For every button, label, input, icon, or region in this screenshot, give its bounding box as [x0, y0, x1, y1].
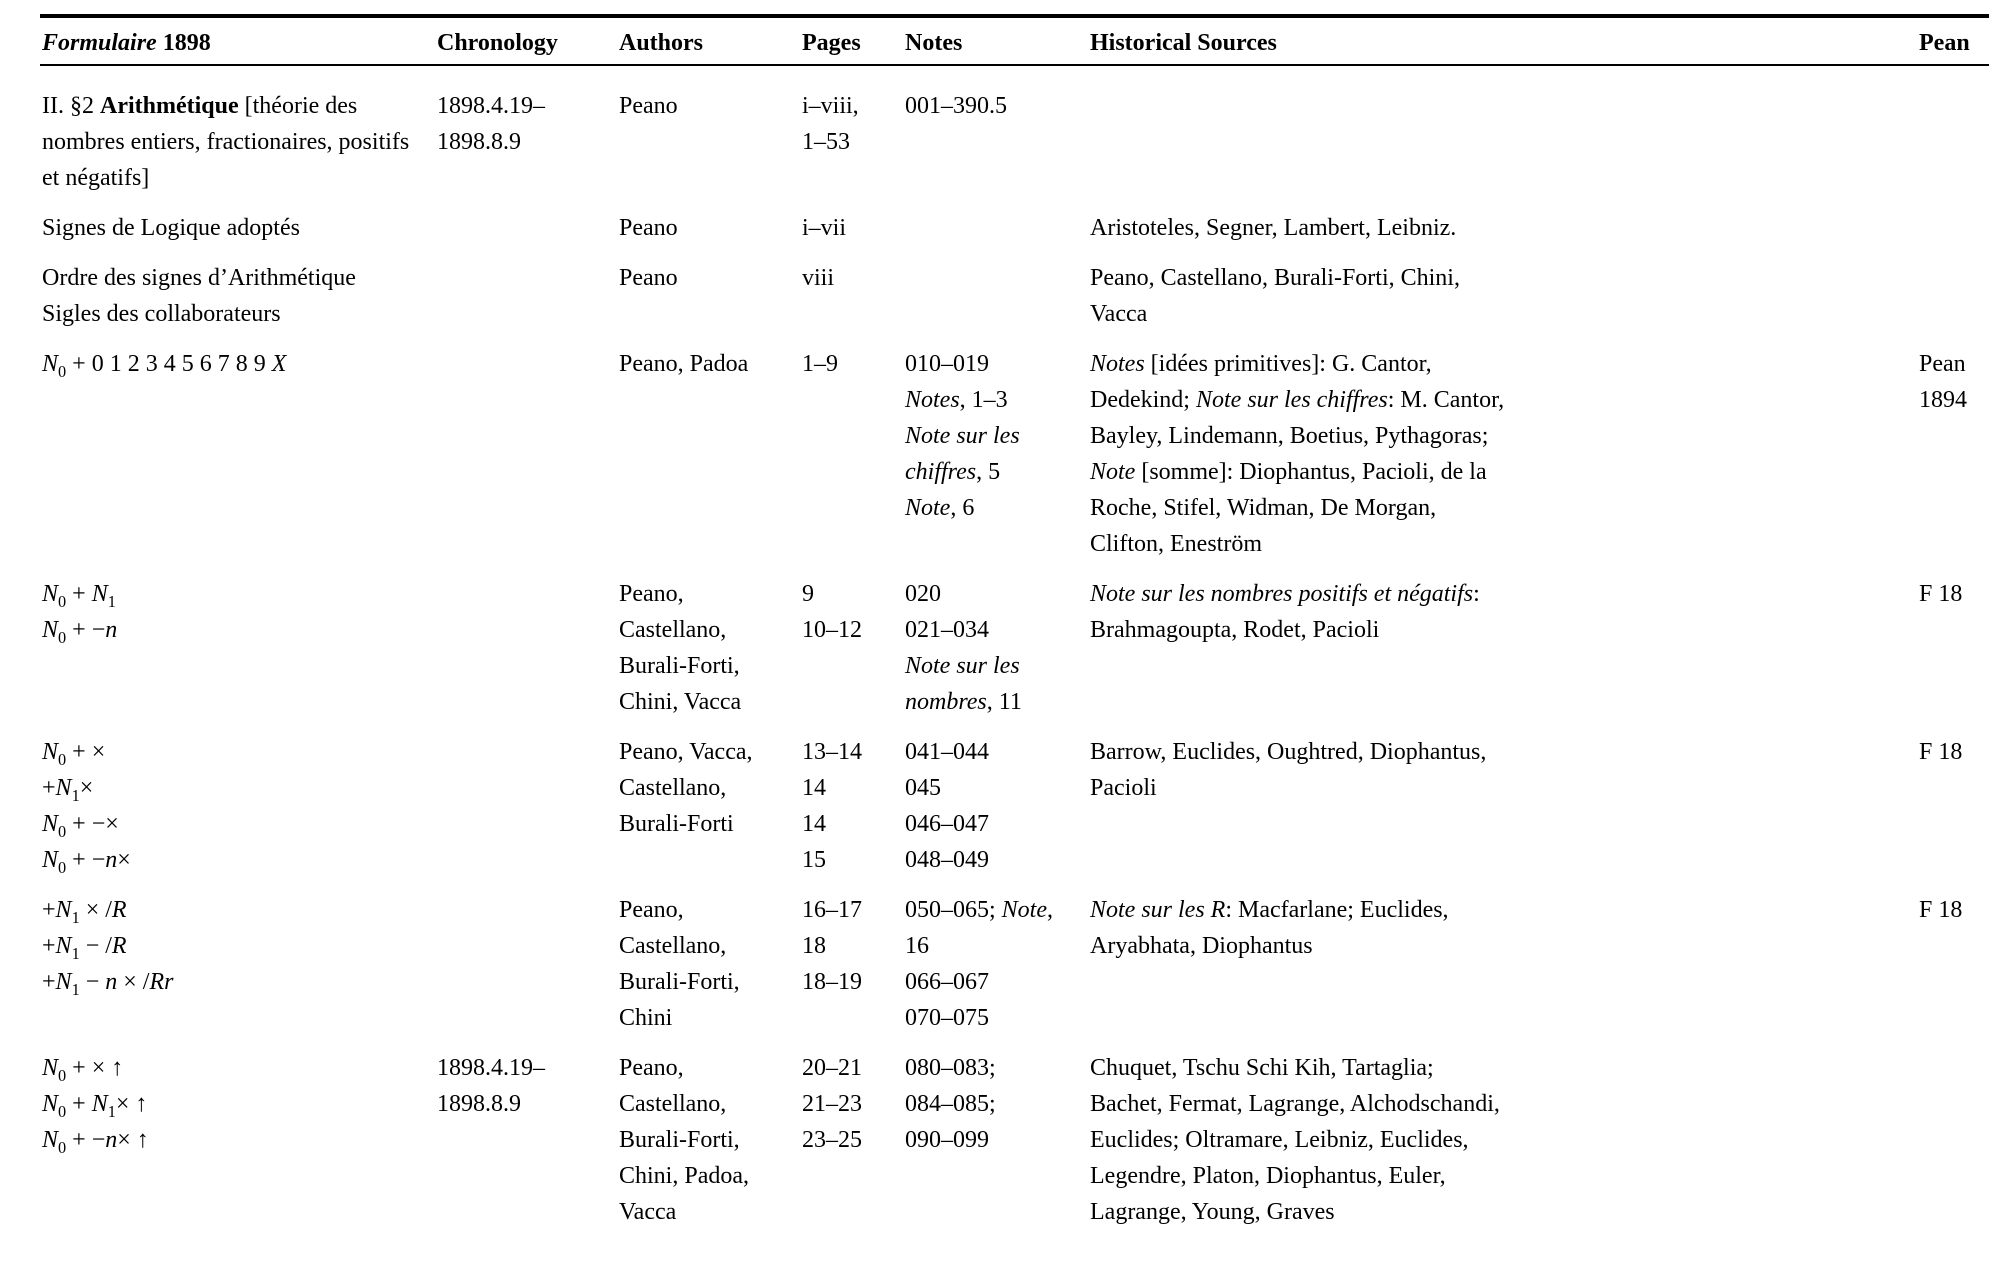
- table-row: [0, 576, 1989, 720]
- header-separator-rule: [40, 64, 1989, 66]
- cell-pages: 13–14 14 14 15: [802, 739, 862, 873]
- cell-formulaire: $+N_1 \times /R$ $+N_1 - /R$ $+N_1 - n \times /Rr$: [42, 897, 174, 999]
- cell-historical-sources: Notes [idées primitives]: G. Cantor, Dedekind; Note sur les chiffres: M. Cantor, Bayley, Lindemann, Boetius, Pythagoras; Note [somme]: Diophantus, Pacioli, de la Roche, Stifel, Widman, De Morgan, Clifton, Eneström: [1090, 351, 1505, 557]
- cell-peano-ref: Pean 1894: [1919, 351, 1967, 413]
- table-row: [0, 734, 1989, 878]
- cell-notes: 010–019 Notes, 1–3 Note sur les chiffres, 5 Note, 6: [905, 351, 1020, 521]
- column-header-peano-clipped: Pean: [1919, 30, 1970, 56]
- cell-formulaire: Signes de Logique adoptés: [42, 215, 300, 241]
- cell-pages: 9 10–12: [802, 581, 862, 643]
- cell-authors: Peano, Vacca, Castellano, Burali-Forti: [619, 739, 753, 837]
- cell-historical-sources: Note sur les R: Macfarlane; Euclides, Aryabhata, Diophantus: [1090, 897, 1449, 959]
- cell-notes: 041–044 045 046–047 048–049: [905, 739, 989, 873]
- cell-peano-ref: F 18: [1919, 581, 1963, 607]
- cell-formulaire: $N_0$ + × $+N_1\times$ $N_0$ + −× $N_0 + -n\times$: [42, 739, 131, 877]
- cell-formulaire: Ordre des signes d’Arithmétique Sigles des collaborateurs: [42, 265, 356, 327]
- cell-pages: i–vii: [802, 215, 847, 241]
- cell-authors: Peano, Castellano, Burali-Forti, Chini, Padoa, Vacca: [619, 1055, 749, 1225]
- cell-authors: Peano, Castellano, Burali-Forti, Chini: [619, 897, 740, 1031]
- cell-formulaire: $N_0 + N_1$ $N_0 + -n$: [42, 581, 118, 647]
- cell-formulaire: $N_0$ + × ↑ $N_0 + N_1\times$ ↑ $N_0 + -n\times$ ↑: [42, 1055, 149, 1157]
- column-header-chronology: Chronology: [437, 30, 558, 56]
- cell-authors: Peano: [619, 265, 678, 291]
- column-header-formulaire-1898: Formulaire 1898: [42, 30, 211, 56]
- table-row: [0, 892, 1989, 1036]
- table-row: [0, 88, 1989, 196]
- cell-pages: i–viii, 1–53: [802, 93, 859, 155]
- table-header-row: [0, 25, 1989, 61]
- cell-historical-sources: Aristoteles, Segner, Lambert, Leibniz.: [1090, 215, 1457, 241]
- table-row: [0, 260, 1989, 332]
- cell-pages: viii: [802, 265, 835, 291]
- cell-notes: 050–065; Note, 16 066–067 070–075: [905, 897, 1053, 1031]
- table-body: [0, 88, 1989, 1230]
- cell-formulaire: II. §2 Arithmétique [théorie des nombres entiers, fractionaires, positifs et négatifs]: [42, 93, 410, 191]
- cell-historical-sources: Peano, Castellano, Burali-Forti, Chini, Vacca: [1090, 265, 1460, 327]
- table-row: [0, 1050, 1989, 1230]
- column-header-historical-sources: Historical Sources: [1090, 30, 1277, 56]
- cell-chronology: 1898.4.19– 1898.8.9: [437, 93, 545, 155]
- cell-authors: Peano: [619, 215, 678, 241]
- column-header-authors: Authors: [619, 30, 704, 56]
- cell-pages: 16–17 18 18–19: [802, 897, 862, 995]
- table-top-rule: [40, 14, 1989, 18]
- cell-pages: 20–21 21–23 23–25: [802, 1055, 862, 1153]
- cell-historical-sources: Note sur les nombres positifs et négatifs: Brahmagoupta, Rodet, Pacioli: [1090, 581, 1480, 643]
- cell-authors: Peano: [619, 93, 678, 119]
- column-header-pages: Pages: [802, 30, 861, 56]
- table-row: [0, 346, 1989, 562]
- cell-notes: 020 021–034 Note sur les nombres, 11: [905, 581, 1022, 715]
- cell-peano-ref: F 18: [1919, 739, 1963, 765]
- cell-historical-sources: Barrow, Euclides, Oughtred, Diophantus, Pacioli: [1090, 739, 1487, 801]
- cell-formulaire: $N_0 + 0$ 1 2 3 4 5 6 7 8 9 X: [42, 351, 287, 381]
- cell-historical-sources: Chuquet, Tschu Schi Kih, Tartaglia; Bachet, Fermat, Lagrange, Alchodschandi, Euclides; Oltramare, Leibniz, Euclides, Legendre, Platon, Diophantus, Euler, Lagrange, Young, Graves: [1090, 1055, 1500, 1225]
- cell-peano-ref: F 18: [1919, 897, 1963, 923]
- cell-chronology: 1898.4.19– 1898.8.9: [437, 1055, 545, 1117]
- cell-notes: 080–083; 084–085; 090–099: [905, 1055, 996, 1153]
- cell-pages: 1–9: [802, 351, 838, 377]
- table-row: [0, 210, 1989, 246]
- cell-authors: Peano, Padoa: [619, 351, 749, 377]
- column-header-notes: Notes: [905, 30, 963, 56]
- cell-notes: 001–390.5: [905, 93, 1007, 119]
- cell-authors: Peano, Castellano, Burali-Forti, Chini, Vacca: [619, 581, 742, 715]
